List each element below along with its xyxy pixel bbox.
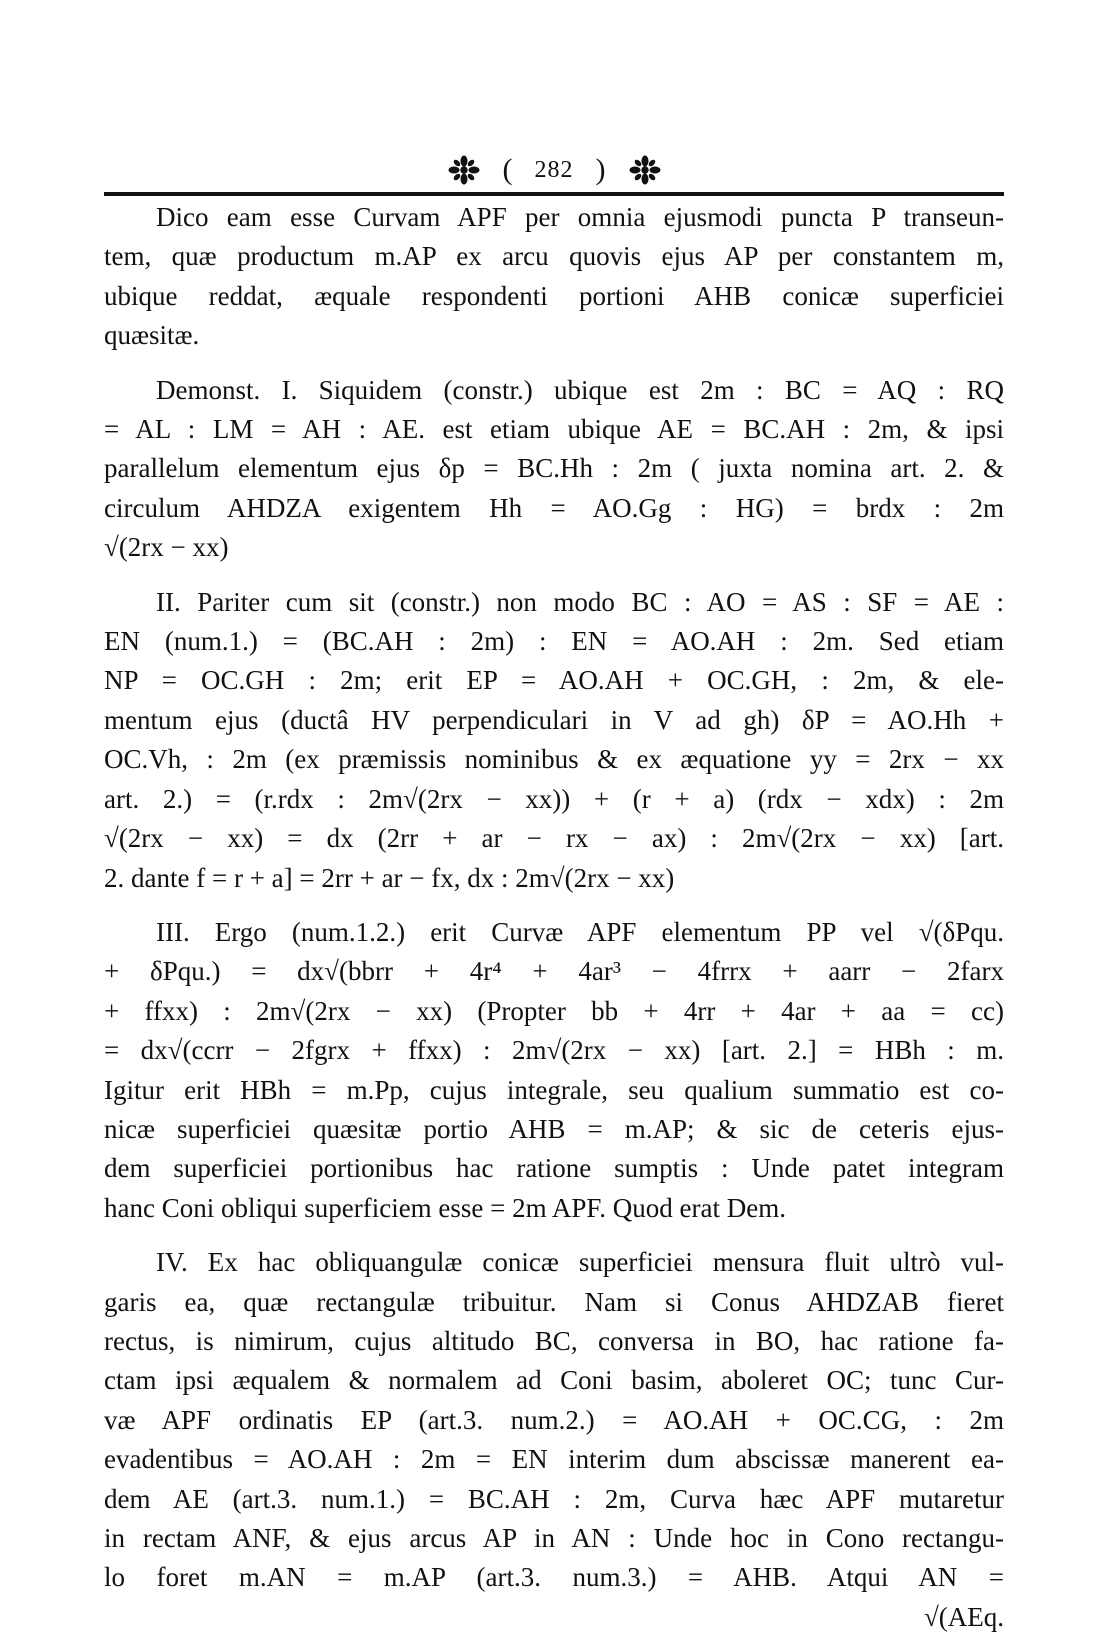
text-line: circulum AHDZA exigentem Hh = AO.Gg : HG) = brdx : 2m [104,492,1004,523]
floral-ornament-icon [447,155,481,185]
header-right-paren: ) [595,153,606,186]
floral-ornament-icon [628,155,662,185]
text-line: tem, quæ productum m.AP ex arcu quovis ejus AP per constantem m, [104,241,1004,272]
header-left-paren: ( [502,153,513,186]
text-line: Igitur erit HBh = m.Pp, cujus integrale, seu qualium summatio est co- [104,1074,1004,1105]
catchword: √(AEq. [923,1601,1004,1632]
text-line: 2. dante f = r + a] = 2rr + ar − fx, dx : 2m√(2rx − xx) [104,862,675,893]
paragraph-ergo-3 [104,913,1004,1228]
paragraph-pariter-2 [104,583,1004,898]
text-line: hanc Coni obliqui superficiem esse = 2m APF. Quod erat Dem. [104,1192,786,1223]
text-line: ctam ipsi æqualem & normalem ad Coni basim, aboleret OC; tunc Cur- [104,1365,1004,1396]
text-line: quæsitæ. [104,320,200,351]
text-line: = AL : LM = AH : AE. est etiam ubique AE = BC.AH : 2m, & ipsi [104,414,1004,445]
text-line: art. 2.) = (r.rdx : 2m√(2rx − xx)) + (r + a) (rdx − xdx) : 2m [104,783,1004,814]
text-line: OC.Vh, : 2m (ex præmissis nominibus & ex æquatione yy = 2rx − xx [104,744,1004,775]
body-text [104,198,1004,1652]
text-line: evadentibus = AO.AH : 2m = EN interim dum abscissæ manerent ea- [104,1444,1004,1475]
text-line: parallelum elementum ejus δp = BC.Hh : 2m ( juxta nomina art. 2. & [104,453,1004,484]
text-line: √(2rx − xx) = dx (2rr + ar − rx − ax) : 2m√(2rx − xx) [art. [104,823,1004,854]
text-line: √(2rx − xx) [104,532,229,563]
text-line: Dico eam esse Curvam APF per omnia ejusmodi puncta P transeun- [156,202,1004,232]
text-line: væ APF ordinatis EP (art.3. num.2.) = AO.AH + OC.CG, : 2m [104,1404,1004,1435]
text-line: III. Ergo (num.1.2.) erit Curvæ APF elementum PP vel √(δPqu. [156,916,1004,947]
text-line: rectus, is nimirum, cujus altitudo BC, conversa in BO, hac ratione fa- [104,1325,1004,1356]
text-line: dem superficiei portionibus hac ratione sumptis : Unde patet integram [104,1153,1004,1184]
text-line: nicæ superficiei quæsitæ portio AHB = m.AP; & sic de ceteris ejus- [104,1113,1004,1144]
text-line: Demonst. I. Siquidem (constr.) ubique est 2m : BC = AQ : RQ [156,374,1004,405]
text-line: EN (num.1.) = (BC.AH : 2m) : EN = AO.AH : 2m. Sed etiam [104,626,1004,657]
text-line: dem AE (art.3. num.1.) = BC.AH : 2m, Curva hæc APF mutaretur [104,1483,1004,1514]
text-line: + δPqu.) = dx√(bbrr + 4r⁴ + 4ar³ − 4frrx + aarr − 2farx [104,956,1004,987]
text-line: ubique reddat, æquale respondenti portioni AHB conicæ superficiei [104,280,1004,311]
text-line: lo foret m.AN = m.AP (art.3. num.3.) = AHB. Atqui AN = [104,1562,1004,1593]
text-line: in rectam ANF, & ejus arcus AP in AN : Unde hoc in Cono rectangu- [104,1523,1004,1553]
text-line: + ffxx) : 2m√(2rx − xx) (Propter bb + 4rr + 4ar + aa = cc) [104,995,1004,1026]
page-header [104,148,1004,192]
text-line: NP = OC.GH : 2m; erit EP = AO.AH + OC.GH, : 2m, & ele- [104,665,1004,696]
paragraph-dico [104,198,1004,356]
page-number: 282 [534,156,574,183]
header-rule [104,192,1004,196]
text-line: = dx√(ccrr − 2fgrx + ffxx) : 2m√(2rx − xx) [art. 2.] = HBh : m. [104,1035,1004,1066]
text-line: garis ea, quæ rectangulæ tribuitur. Nam si Conus AHDZAB fieret [104,1286,1004,1317]
text-line: IV. Ex hac obliquangulæ conicæ superficiei mensura fluit ultrò vul- [156,1247,1004,1278]
paragraph-ex-hac-4 [104,1243,1004,1637]
text-line: mentum ejus (ductâ HV perpendiculari in V ad gh) δP = AO.Hh + [104,704,1004,735]
paragraph-demonst-1 [104,371,1004,568]
text-line: II. Pariter cum sit (constr.) non modo BC : AO = AS : SF = AE : [156,586,1004,617]
